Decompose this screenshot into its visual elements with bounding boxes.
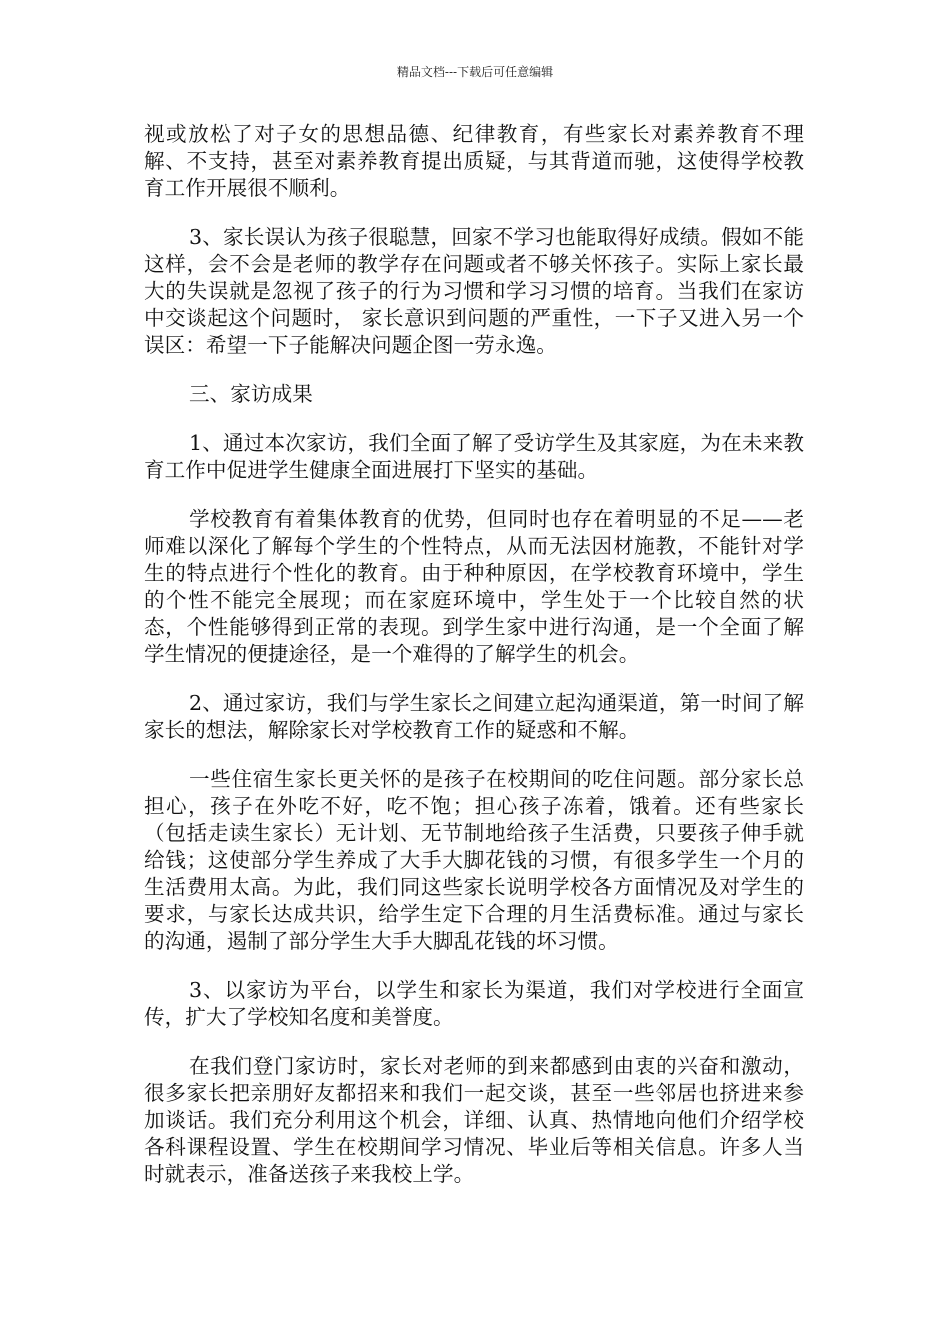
paragraph-result-3: 3、以家访为平台，以学生和家长为渠道，我们对学校进行全面宣传，扩大了学校知名度和美誉度。 — [144, 978, 804, 1029]
paragraph-result-2: 2、通过家访，我们与学生家长之间建立起沟通渠道，第一时间了解家长的想法，解除家长对学校教育工作的疑惑和不解。 — [144, 691, 804, 742]
paragraph-home-visit: 在我们登门家访时，家长对老师的到来都感到由衷的兴奋和激动，很多家长把亲朋好友都招来和我们一起交谈，甚至一些邻居也挤进来参加谈话。我们充分利用这个机会，详细、认真、热情地向他们介绍学校各科课程设置、学生在校期间学习情况、毕业后等相关信息。许多人当时就表示，准备送孩子来我校上学。 — [144, 1054, 804, 1186]
paragraph-point-3-misconception: 3、家长误认为孩子很聪慧，回家不学习也能取得好成绩。假如不能这样，会不会是老师的教学存在问题或者不够关怀孩子。实际上家长最大的失误就是忽视了孩子的行为习惯和学习习惯的培育。当我们在家访中交谈起这个问题时， 家长意识到问题的严重性，一下子又进入另一个误区：希望一下子能解决问题企图一劳永逸。 — [144, 225, 804, 357]
page-header: 精品文档---下载后可任意编辑 — [396, 65, 554, 79]
paragraph-boarding-parents: 一些住宿生家长更关怀的是孩子在校期间的吃住问题。部分家长总担心，孩子在外吃不好，吃不饱；担心孩子冻着，饿着。还有些家长（包括走读生家长）无计划、无节制地给孩子生活费，只要孩子伸手就给钱；这使部分学生养成了大手大脚花钱的习惯，有很多学生一个月的生活费用太高。为此，我们同这些家长说明学校各方面情况及对学生的要求，与家长达成共识，给学生定下合理的月生活费标准。通过与家长的沟通，遏制了部分学生大手大脚乱花钱的坏习惯。 — [144, 767, 804, 953]
paragraph-continuation: 视或放松了对子女的思想品德、纪律教育，有些家长对素养教育不理解、不支持，甚至对素养教育提出质疑，与其背道而驰，这使得学校教育工作开展很不顺利。 — [144, 122, 804, 200]
paragraph-school-education: 学校教育有着集体教育的优势，但同时也存在着明显的不足——老师难以深化了解每个学生的个性特点，从而无法因材施教，不能针对学生的特点进行个性化的教育。由于种种原因，在学校教育环境中，学生的个性不能完全展现；而在家庭环境中，学生处于一个比较自然的状态，个性能够得到正常的表现。到学生家中进行沟通，是一个全面了解学生情况的便捷途径，是一个难得的了解学生的机会。 — [144, 507, 804, 666]
document-body — [144, 121, 804, 1210]
paragraph-result-1: 1、通过本次家访，我们全面了解了受访学生及其家庭，为在未来教育工作中促进学生健康全面进展打下坚实的基础。 — [144, 431, 804, 482]
section-heading-results: 三、家访成果 — [189, 382, 313, 406]
